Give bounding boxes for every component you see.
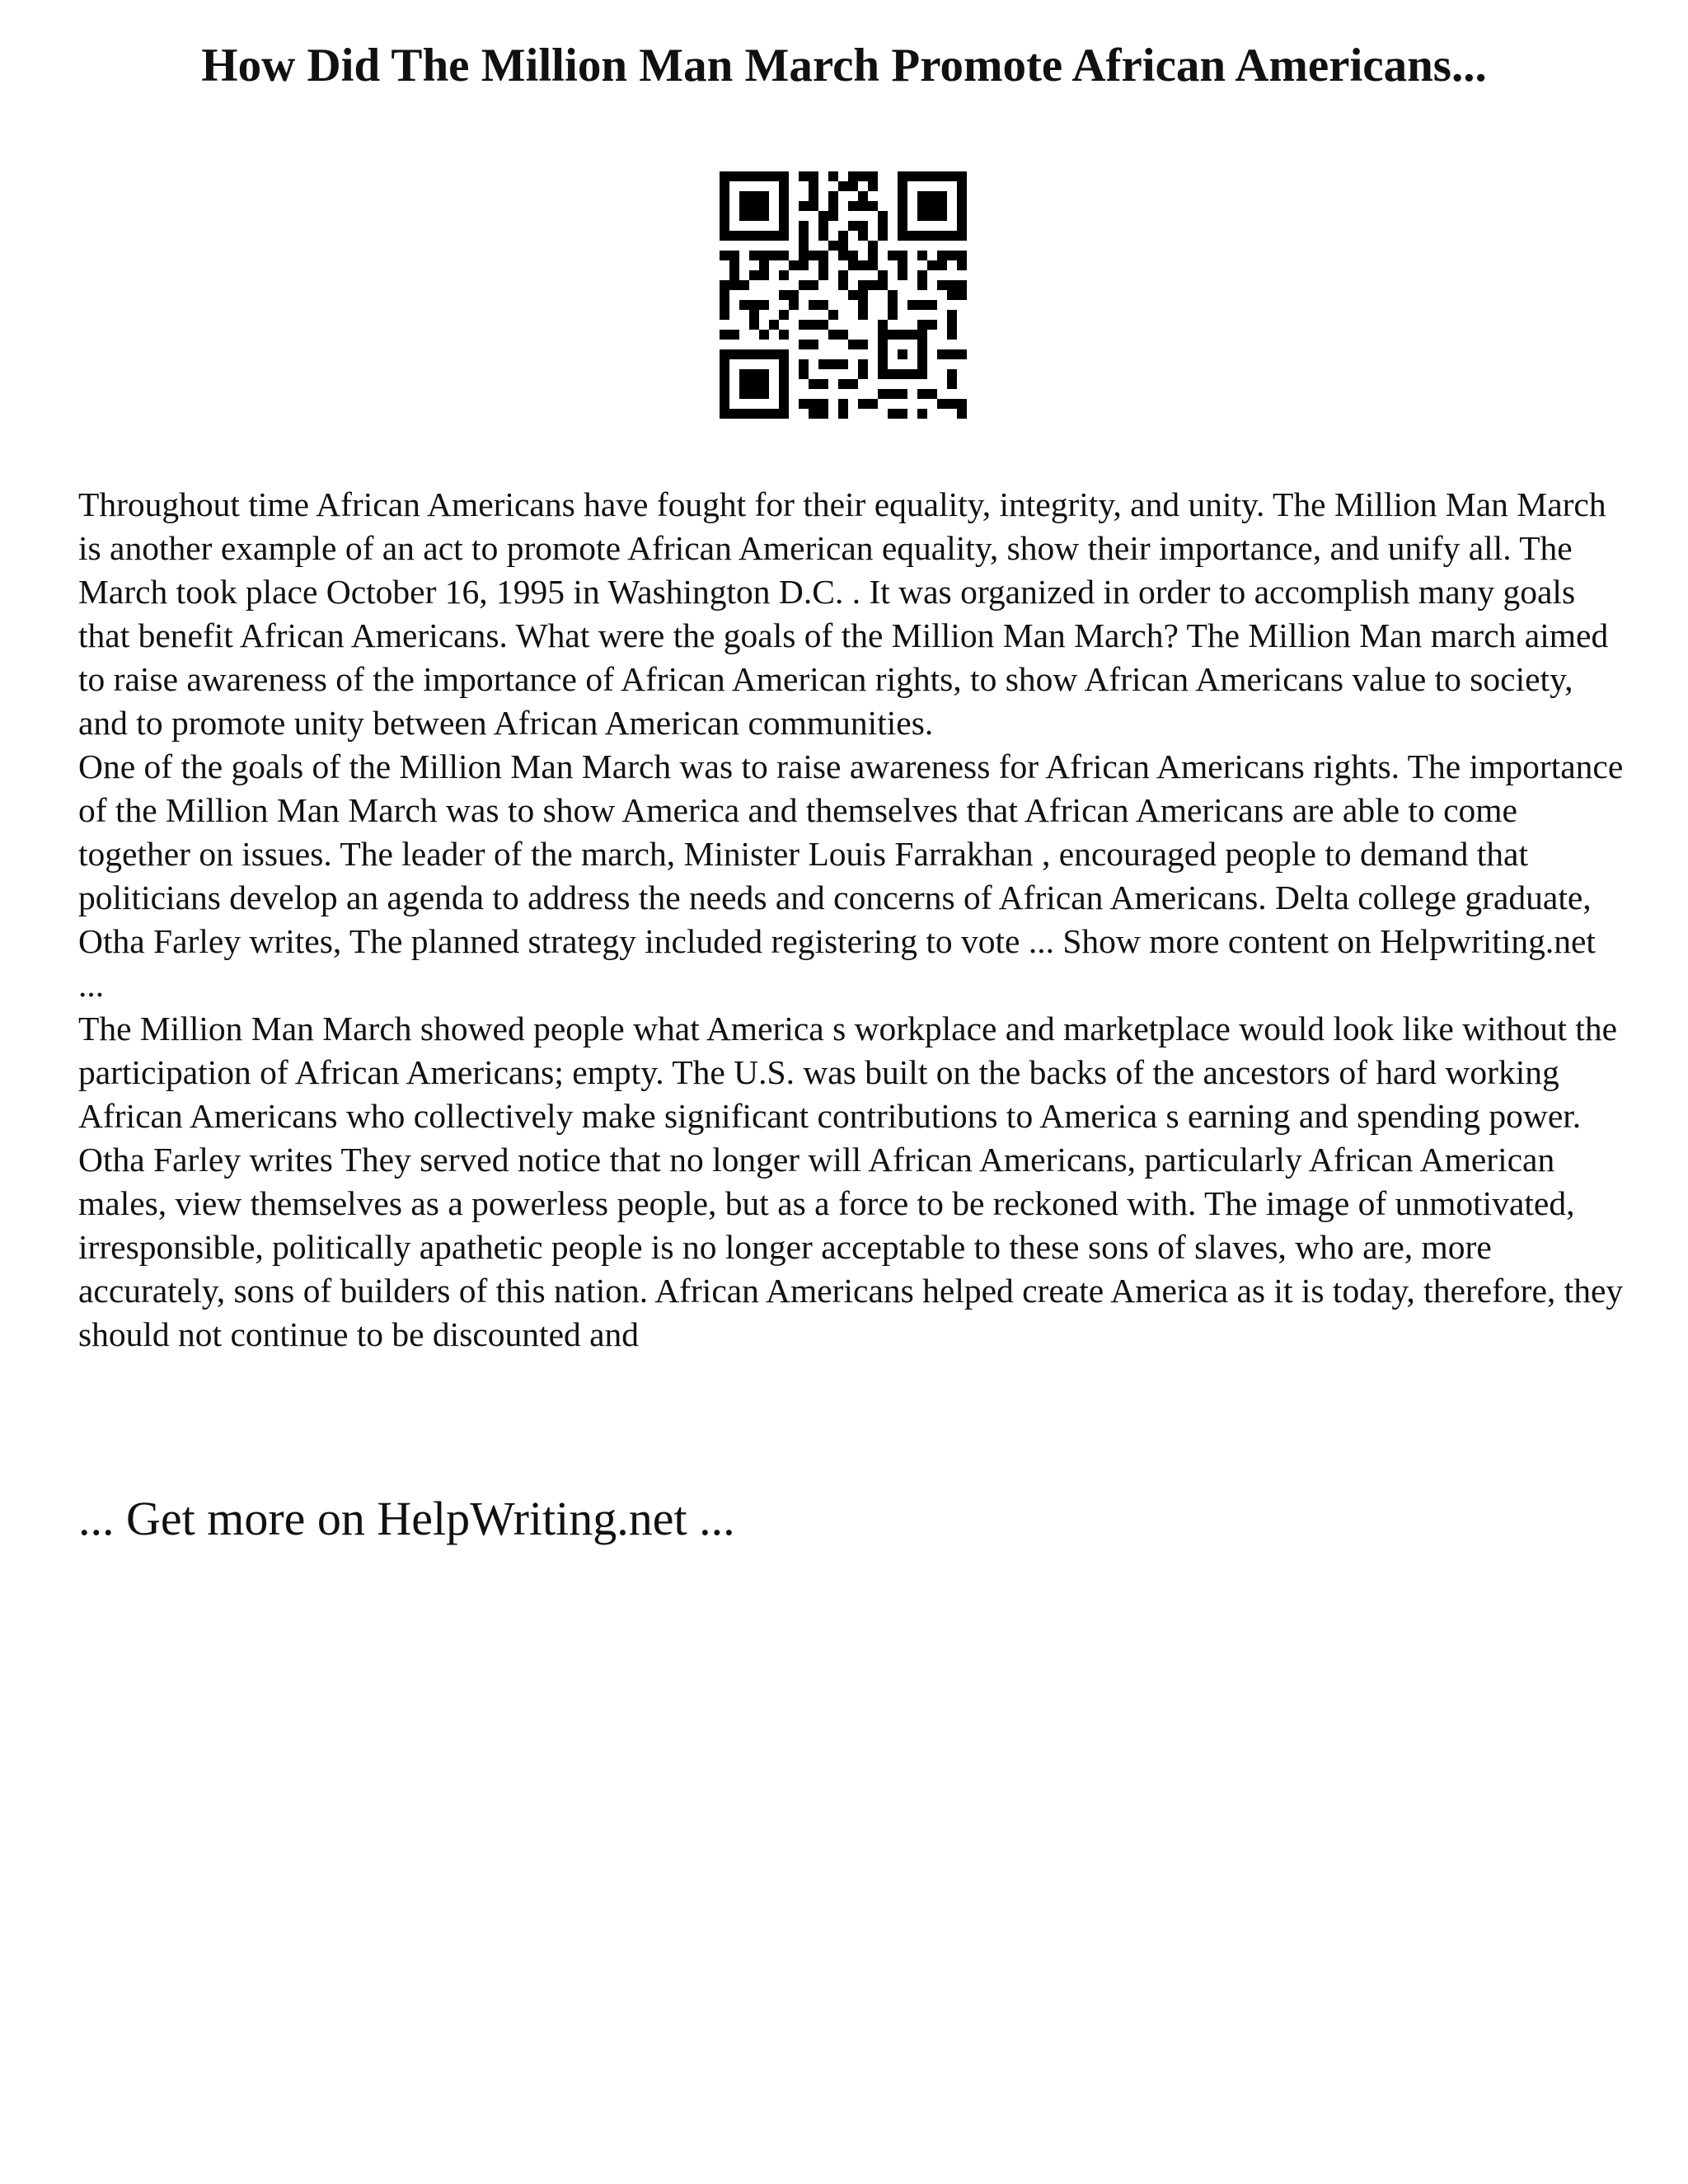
get-more-link[interactable]: ... Get more on HelpWriting.net ...: [78, 1492, 735, 1545]
qr-code-icon: [720, 171, 967, 419]
body-paragraph-2: One of the goals of the Million Man March was to raise awareness for African Americans rights. The importance of the Million Man March was to show America and themselves that African Americans are able to come together on issues. The leader of the march, Minister Louis Farrakhan , encouraged people to demand that politicians develop an agenda to address the needs and concerns of African Americans. Delta college graduate, Otha Farley writes, The planned strategy included registering to vote ... Show more content on Helpwriting.net ...: [78, 748, 1624, 1004]
body-paragraph-1: Throughout time African Americans have fought for their equality, integrity, and unity. The Million Man March is another example of an act to promote African American equality, show their importance, and unify all. The March took place October 16, 1995 in Washington D.C. . It was organized in order to accomplish many goals that benefit African Americans. What were the goals of the Million Man March? The Million Man march aimed to raise awareness of the importance of African American rights, to show African Americans value to society, and to promote unity between African American communities.: [78, 485, 1609, 742]
article-body: [78, 483, 1628, 1357]
body-paragraph-3: The Million Man March showed people what America s workplace and marketplace would look like without the participation of African Americans; empty. The U.S. was built on the backs of the ancestors of hard working African Americans who collectively make significant contributions to America s earning and spending power. Otha Farley writes They served notice that no longer will African Americans, particularly African American males, view themselves as a powerless people, but as a force to be reckoned with. The image of unmotivated, irresponsible, politically apathetic people is no longer acceptable to these sons of slaves, who are, more accurately, sons of builders of this nation. African Americans helped create America as it is today, therefore, they should not continue to be discounted and: [78, 1010, 1624, 1353]
page-title: How Did The Million Man March Promote African Americans...: [201, 40, 1487, 91]
